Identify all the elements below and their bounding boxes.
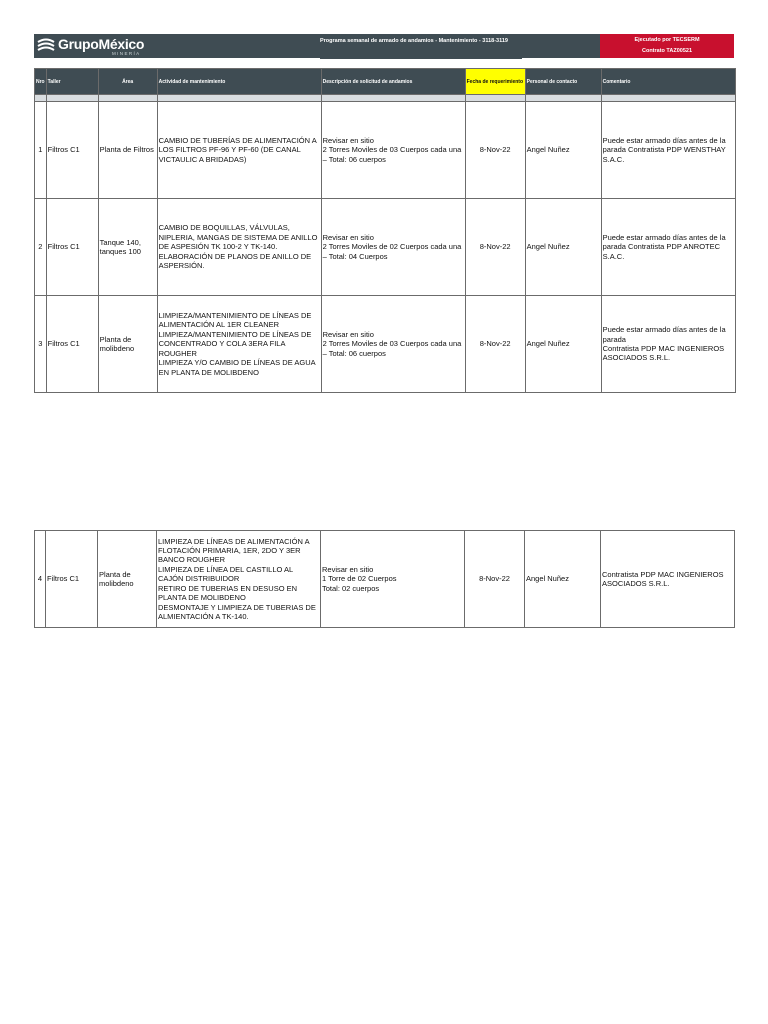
cell-fecha: 8-Nov-22 [465,531,525,628]
contract-number: Contrato TAZ00521 [641,48,693,54]
cell-actividad: LIMPIEZA DE LÍNEAS DE ALIMENTACIÓN A FLOTACIÓN PRIMARIA, 1ER, 2DO Y 3ER BANCO ROUGHER LIMPIEZA DE LÍNEA DEL CASTILLO AL CAJÓN DISTRIBUIDOR RETIRO DE TUBERIAS EN DESUSO EN PLANTA DE MOLIBDENO DESMONTAJE Y LIMPIEZA DE TUBERIAS DE ALMIENTACIÓN A TK-140. [157,531,321,628]
grupo-mexico-logo-icon [36,36,56,56]
cell-area: Tanque 140, tanques 100 [98,199,157,296]
program-title: Programa semanal de armado de andamios - Mantenimiento - 3118-3119 [320,38,508,44]
col-header-actividad: Actividad de mantenimiento [157,69,321,95]
col-header-area: Área [98,69,157,95]
cell-actividad: CAMBIO DE BOQUILLAS, VÁLVULAS, NIPLERIA, MANGAS DE SISTEMA DE ANILLO DE ASPESIÓN TK 100-2 Y TK-140. ELABORACIÓN DE PLANOS DE ANILLO DE ASPERSIÓN. [157,199,321,296]
cell-taller: Filtros C1 [46,296,98,393]
cell-taller: Filtros C1 [46,199,98,296]
cell-descripcion: Revisar en sitio 2 Torres Moviles de 03 Cuerpos cada una – Total: 06 cuerpos [321,296,465,393]
cell-taller: Filtros C1 [46,102,98,199]
cell-area: Planta de molibdeno [98,296,157,393]
executed-by-box [600,34,734,58]
cell-fecha: 8-Nov-22 [465,296,525,393]
cell-comentario: Puede estar armado días antes de la parada Contratista PDP ANROTEC S.A.C. [601,199,735,296]
scaffold-schedule-table [34,68,736,393]
cell-actividad: LIMPIEZA/MANTENIMIENTO DE LÍNEAS DE ALIMENTACIÓN AL 1ER CLEANER LIMPIEZA/MANTENIMIENTO DE LÍNEAS DE CONCENTRADO Y COLA 3ERA FILA ROUGHER LIMPIEZA Y/O CAMBIO DE LÍNEAS DE AGUA EN PLANTA DE MOLIBDENO [157,296,321,393]
col-header-comentario: Comentario [601,69,735,95]
cell-actividad: CAMBIO DE TUBERÍAS DE ALIMENTACIÓN A LOS FILTROS PF-96 Y PF-60 (DE CANAL VICTAULIC A BRIDADAS) [157,102,321,199]
cell-personal: Angel Nuñez [525,531,601,628]
col-header-personal: Personal de contacto [525,69,601,95]
scaffold-schedule-table-continued [34,530,735,628]
cell-personal: Angel Nuñez [525,102,601,199]
col-header-descripcion: Descripción de solicitud de andamios [321,69,465,95]
brand-name: GrupoMéxico [58,36,145,52]
cell-fecha: 8-Nov-22 [465,102,525,199]
col-header-taller: Taller [46,69,98,95]
grupo-mexico-logo [34,34,146,58]
cell-comentario: Puede estar armado días antes de la parada Contratista PDP WENSTHAY S.A.C. [601,102,735,199]
cell-descripcion: Revisar en sitio 2 Torres Moviles de 03 Cuerpos cada una – Total: 06 cuerpos [321,102,465,199]
cell-descripcion: Revisar en sitio 1 Torre de 02 Cuerpos Total: 02 cuerpos [321,531,465,628]
table-row [35,199,736,296]
program-underline [320,58,522,59]
table-row [35,102,736,199]
brand-subtitle: MINERÍA [112,51,141,56]
cell-nro: 4 [35,531,46,628]
executed-by: Ejecutado por TECSERM [634,37,700,43]
cell-taller: Filtros C1 [46,531,98,628]
cell-nro: 1 [35,102,47,199]
col-header-nro: Nro [35,69,47,95]
cell-fecha: 8-Nov-22 [465,199,525,296]
table-row [35,296,736,393]
cell-area: Planta de Filtros [98,102,157,199]
cell-nro: 3 [35,296,47,393]
spacer-row [35,95,736,102]
cell-descripcion: Revisar en sitio 2 Torres Moviles de 02 Cuerpos cada una – Total: 04 Cuerpos [321,199,465,296]
cell-comentario: Contratista PDP MAC INGENIEROS ASOCIADOS S.R.L. [601,531,735,628]
cell-personal: Angel Nuñez [525,296,601,393]
table-header-row [35,69,736,95]
cell-nro: 2 [35,199,47,296]
cell-comentario: Puede estar armado días antes de la parada Contratista PDP MAC INGENIEROS ASOCIADOS S.R.L. [601,296,735,393]
col-header-fecha: Fecha de requerimiento [465,69,525,95]
cell-personal: Angel Nuñez [525,199,601,296]
table-row [35,531,735,628]
cell-area: Planta de molibdeno [98,531,157,628]
header-bar [34,34,734,58]
